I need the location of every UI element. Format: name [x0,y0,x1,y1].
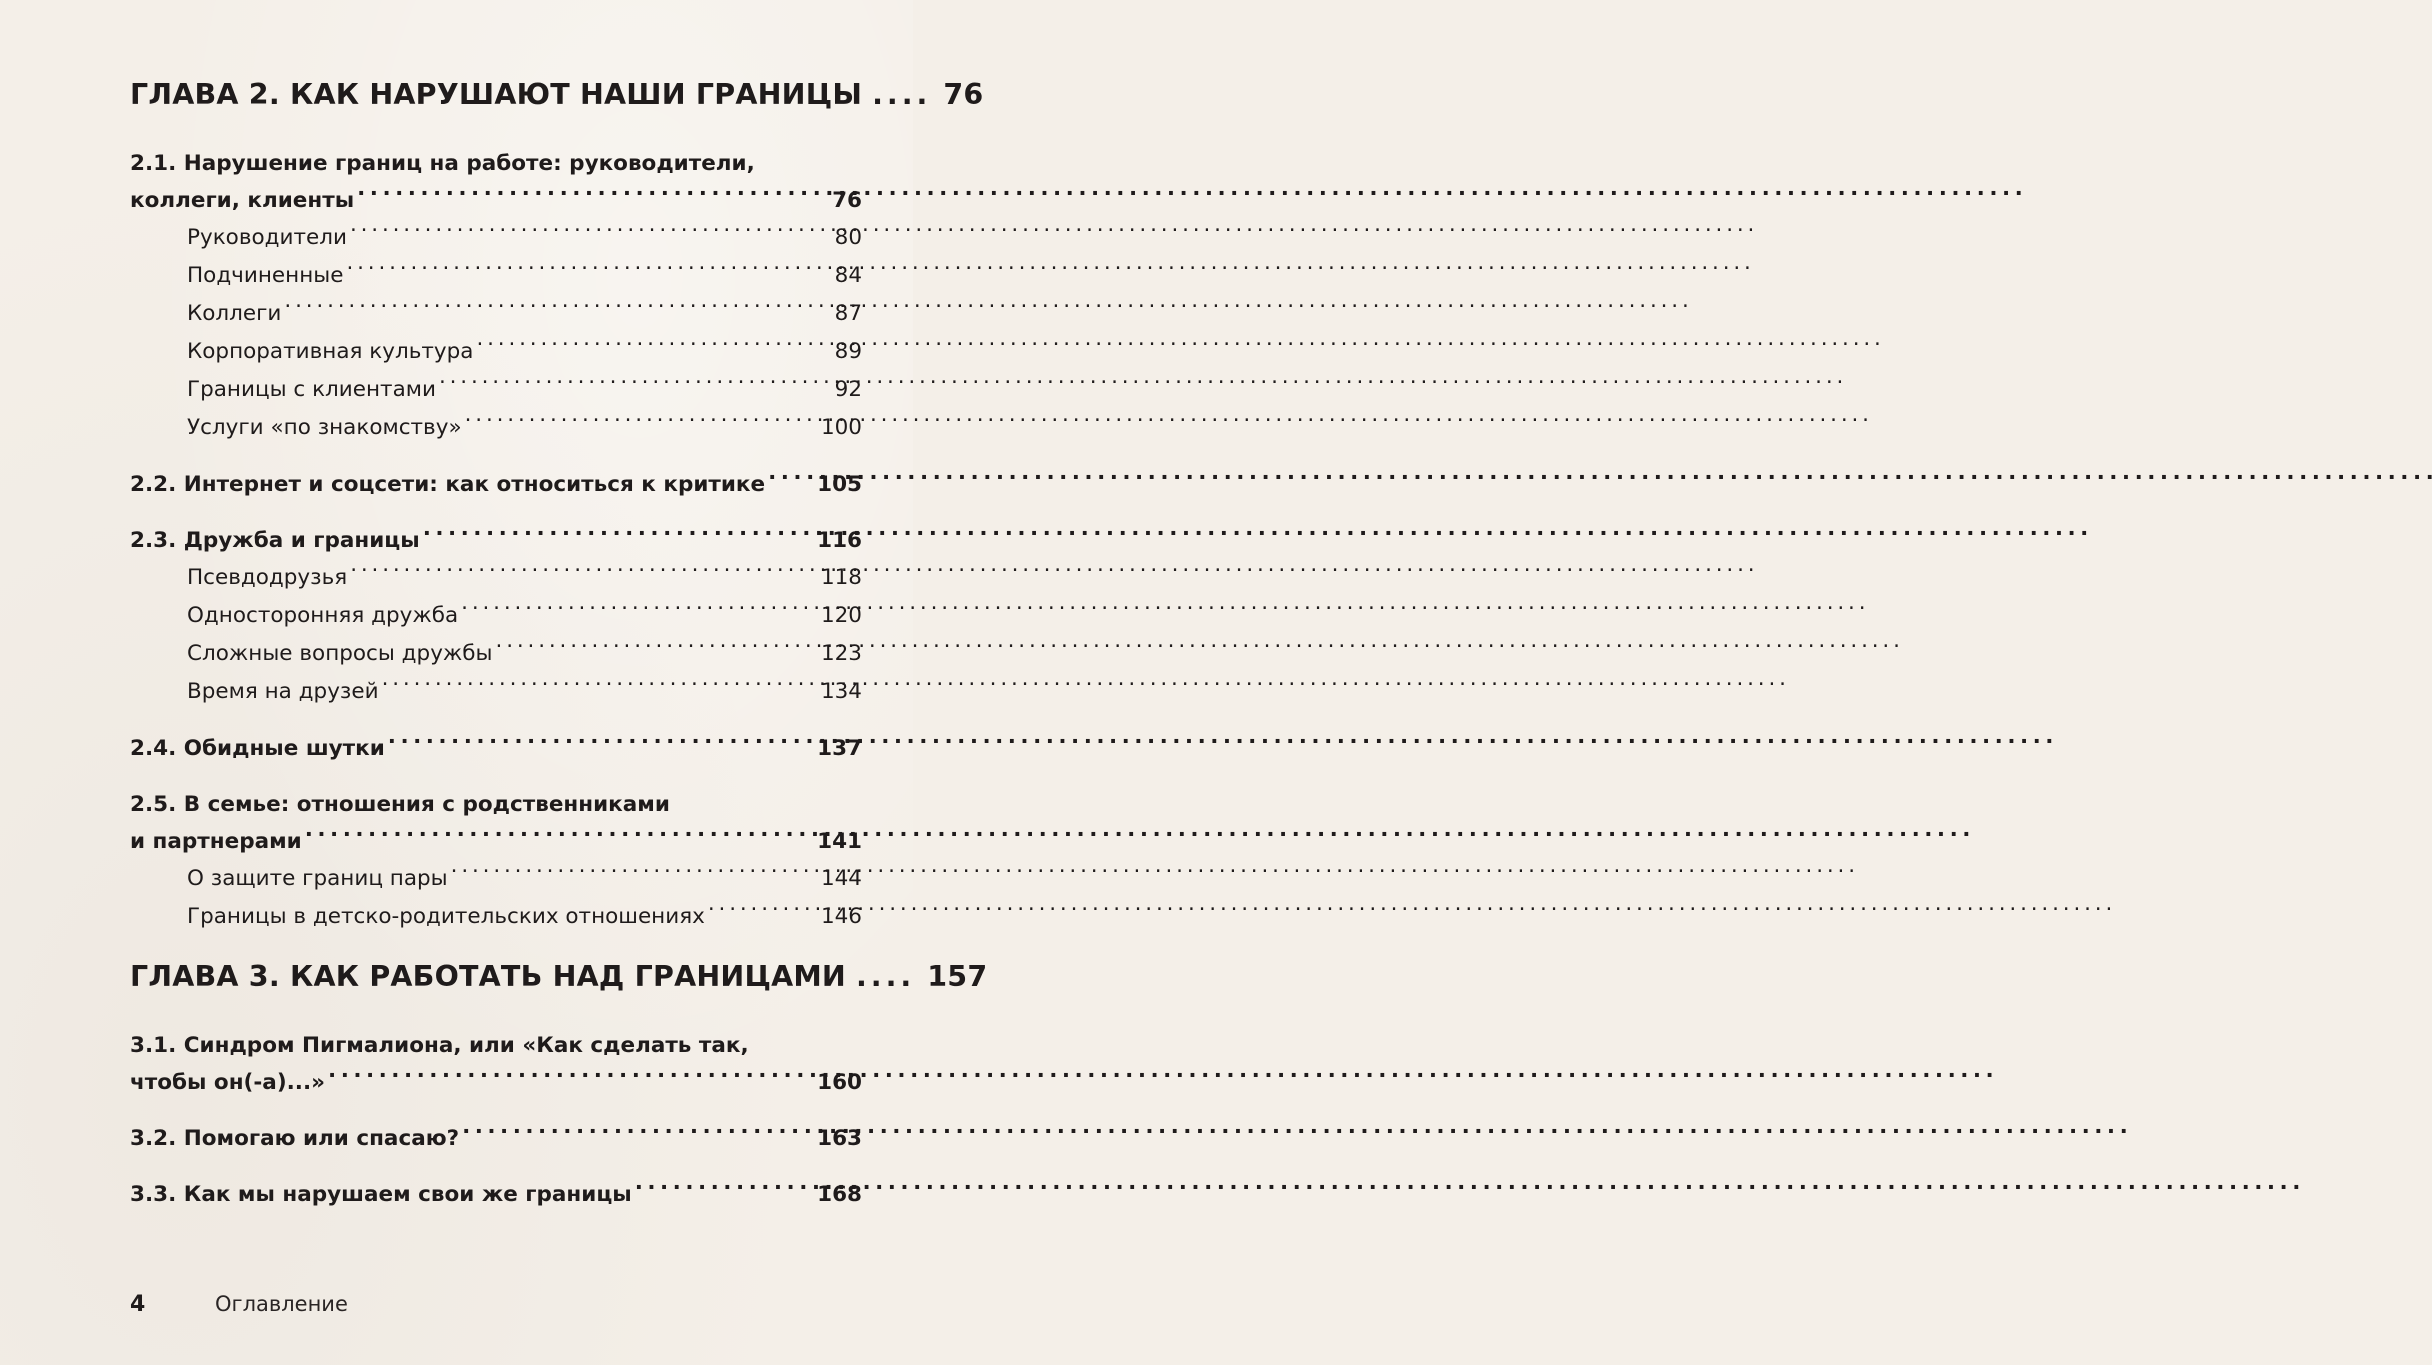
dot-leader [388,734,814,756]
subsection-item [187,409,862,447]
subsection-label: Коллеги [187,301,282,326]
dot-leader [465,413,818,435]
dot-leader [496,639,818,661]
dot-leader [439,375,832,397]
section-title: 3.2. Помогаю или спасаю? [130,1126,460,1151]
dot-leader [305,827,814,849]
subsection-label: Время на друзей [187,679,379,704]
subsection-label: Границы с клиентами [187,377,436,402]
section-page-number: 141 [817,829,862,854]
subsection-page-number: 100 [820,415,862,440]
subsection-page-number: 89 [834,339,862,364]
section-page-number: 163 [817,1126,862,1151]
subsection-page-number: 120 [820,603,862,628]
section-title-line1: 3.1. Синдром Пигмалиона, или «Как сделать так, [130,1033,749,1058]
subsection-list [130,559,862,711]
subsection-label: Услуги «по знакомству» [187,415,462,440]
footer-section-name: Оглавление [215,1292,348,1316]
subsection-item [187,898,862,936]
dot-leader [768,470,814,492]
section-3-2 [130,1120,862,1157]
subsection-page-number: 123 [820,641,862,666]
subsection-label: Руководители [187,225,347,250]
section-2-2 [130,466,862,503]
subsection-page-number: 87 [834,301,862,326]
dot-leader [357,186,829,208]
subsection-list [130,860,862,936]
section-title-line1: 2.1. Нарушение границ на работе: руководители, [130,151,755,176]
section-title-line2: чтобы он(-а)...» [130,1070,326,1095]
section-title-line2: и партнерами [130,829,302,854]
dot-leader [708,902,818,924]
page-footer [130,1292,348,1317]
book-page [0,0,988,1365]
dot-leader [635,1180,814,1202]
dot-leader [476,337,831,359]
dot-leader [462,1124,814,1146]
section-title: 3.3. Как мы нарушаем свои же границы [130,1182,632,1207]
subsection-label: Псевдодрузья [187,565,348,590]
subsection-list [130,219,862,447]
dot-leader [461,601,818,623]
dot-leader [350,563,818,585]
section-3-3 [130,1176,862,1213]
table-of-contents [130,78,988,1213]
section-2-4 [130,730,862,767]
subsection-item [187,673,862,711]
chapter-page-number: 157 [927,960,988,993]
dot-leader [328,1068,814,1090]
section-page-number: 160 [817,1070,862,1095]
chapter-page-number: 76 [943,78,984,111]
section-title: 2.4. Обидные шутки [130,736,385,761]
dot-leader [382,677,818,699]
subsection-page-number: 144 [820,866,862,891]
footer-page-number: 4 [130,1292,146,1317]
subsection-page-number: 118 [820,565,862,590]
chapter-leader: .... [855,960,916,993]
dot-leader [423,526,814,548]
subsection-label: Корпоративная культура [187,339,474,364]
section-page-number: 76 [832,188,862,213]
dot-leader [284,299,831,321]
chapter-3-heading [130,960,988,1012]
subsection-page-number: 84 [834,263,862,288]
subsection-label: Сложные вопросы дружбы [187,641,493,666]
subsection-page-number: 92 [834,377,862,402]
chapter-title: ГЛАВА 2. КАК НАРУШАЮТ НАШИ ГРАНИЦЫ [130,78,863,111]
section-3-1 [130,1027,862,1101]
subsection-label: О защите границ пары [187,866,448,891]
dot-leader [451,864,818,886]
subsection-label: Границы в детско-родительских отношениях [187,904,705,929]
chapter-2-heading [130,78,984,130]
dot-leader [350,223,832,245]
section-page-number: 116 [817,528,862,553]
section-title: 2.3. Дружба и границы [130,528,420,553]
subsection-page-number: 146 [820,904,862,929]
section-page-number: 137 [817,736,862,761]
subsection-label: Подчиненные [187,263,344,288]
chapter-title: ГЛАВА 3. КАК РАБОТАТЬ НАД ГРАНИЦАМИ [130,960,846,993]
subsection-page-number: 134 [820,679,862,704]
chapter-leader: .... [872,78,932,111]
section-page-number: 168 [817,1182,862,1207]
section-title-line1: 2.5. В семье: отношения с родственниками [130,792,670,817]
section-page-number: 105 [817,472,862,497]
subsection-page-number: 80 [834,225,862,250]
dot-leader [346,261,831,283]
section-title: 2.2. Интернет и соцсети: как относиться к критике [130,472,766,497]
section-title-line2: коллеги, клиенты [130,188,355,213]
subsection-label: Односторонняя дружба [187,603,459,628]
